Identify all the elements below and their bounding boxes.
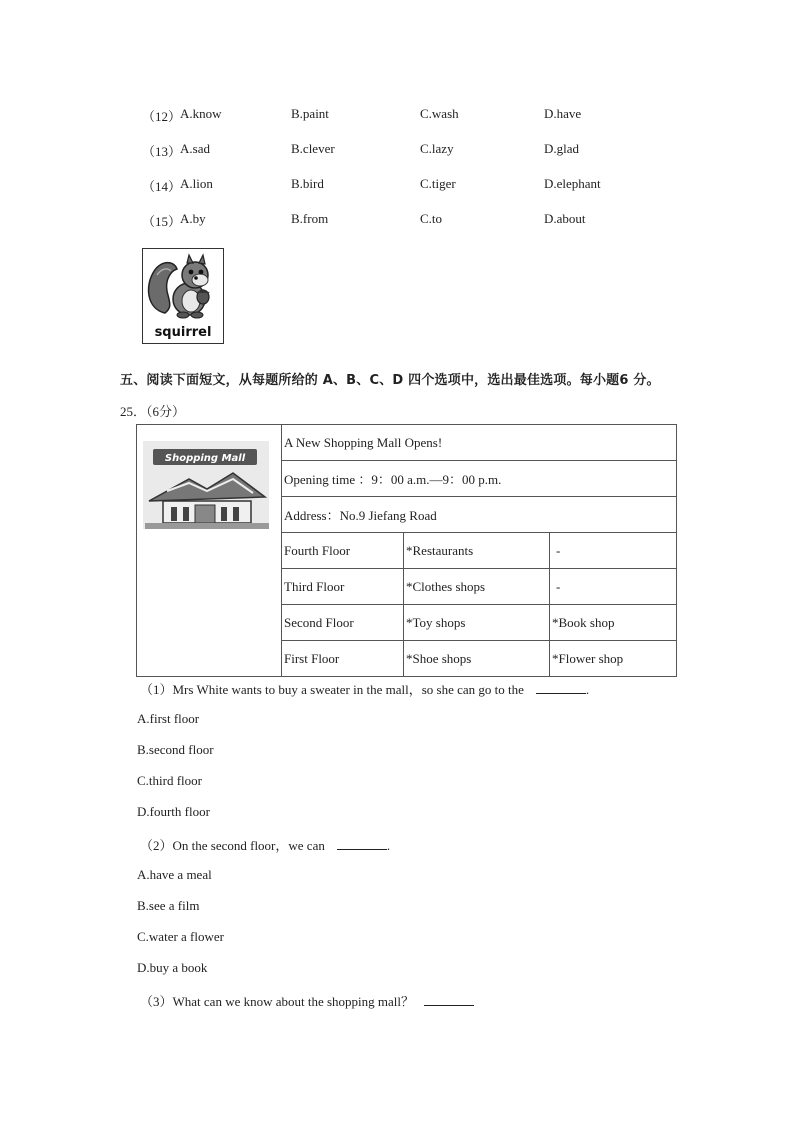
question-number: （14）	[142, 179, 182, 194]
option-a: A.have a meal	[137, 867, 212, 882]
mall-logo-text: Shopping Mall	[164, 453, 246, 464]
option-c: C.lazy	[420, 141, 454, 156]
floor-name: Second Floor	[282, 605, 404, 641]
answer-blank	[337, 837, 387, 850]
option-b: B.from	[291, 211, 329, 226]
shopping-mall-table	[136, 424, 677, 677]
option-a: A.by	[180, 211, 206, 226]
option-b: B.second floor	[137, 742, 214, 757]
option-d: D.glad	[544, 141, 580, 156]
floor-shop: -	[550, 533, 677, 569]
section-heading: 五、阅读下面短文，从每题所给的 A、B、C、D 四个选项中，选出最佳选项。每小题6 分。	[120, 373, 660, 388]
question-2-stem: （2）On the second floor，we can .	[140, 838, 391, 853]
floor-shop: *Flower shop	[550, 641, 677, 677]
option-b: B.paint	[291, 106, 329, 121]
floor-shop: *Toy shops	[404, 605, 550, 641]
floor-shop: -	[550, 569, 677, 605]
option-a: A.sad	[180, 141, 210, 156]
answer-blank	[536, 681, 586, 694]
options-row-13	[0, 141, 794, 161]
option-d: D.about	[544, 211, 586, 226]
question-number: 25．（6分）	[120, 404, 186, 419]
shopping-mall-icon	[137, 427, 277, 537]
question-number: （13）	[142, 144, 182, 159]
mall-image-cell	[137, 425, 282, 677]
floor-shop: *Clothes shops	[404, 569, 550, 605]
floor-shop: *Restaurants	[404, 533, 550, 569]
option-a: A.lion	[180, 176, 213, 191]
answer-blank	[424, 993, 474, 1006]
option-b: B.bird	[291, 176, 324, 191]
option-c: C.wash	[420, 106, 459, 121]
squirrel-picture	[142, 248, 224, 344]
squirrel-icon	[145, 251, 221, 323]
floor-name: Fourth Floor	[282, 533, 404, 569]
options-row-14	[0, 176, 794, 196]
question-number: （12）	[142, 109, 182, 124]
mall-address: Address：No.9 Jiefang Road	[282, 497, 677, 533]
option-a: A.first floor	[137, 711, 200, 726]
option-c: C.water a flower	[137, 929, 224, 944]
question-3-stem: （3）What can we know about the shopping mall？	[140, 991, 474, 1010]
floor-name: Third Floor	[282, 569, 404, 605]
option-b: B.see a film	[137, 898, 200, 913]
squirrel-caption: squirrel	[154, 325, 212, 340]
option-c: C.to	[420, 211, 443, 226]
option-a: A.know	[180, 106, 222, 121]
options-row-12	[0, 106, 794, 126]
option-d: D.elephant	[544, 176, 601, 191]
option-d: D.buy a book	[137, 960, 208, 975]
floor-shop: *Book shop	[550, 605, 677, 641]
mall-opening-time: Opening time ：9：00 a.m.—9：00 p.m.	[282, 461, 677, 497]
option-c: C.tiger	[420, 176, 456, 191]
floor-shop: *Shoe shops	[404, 641, 550, 677]
question-1-stem: （1）Mrs White wants to buy a sweater in the mall，so she can go to the .	[140, 682, 590, 697]
floor-name: First Floor	[282, 641, 404, 677]
option-b: B.clever	[291, 141, 335, 156]
options-row-15	[0, 211, 794, 231]
question-number: （15）	[142, 214, 182, 229]
option-d: D.have	[544, 106, 582, 121]
mall-title: A New Shopping Mall Opens!	[282, 425, 677, 461]
option-c: C.third floor	[137, 773, 202, 788]
option-d: D.fourth floor	[137, 804, 210, 819]
